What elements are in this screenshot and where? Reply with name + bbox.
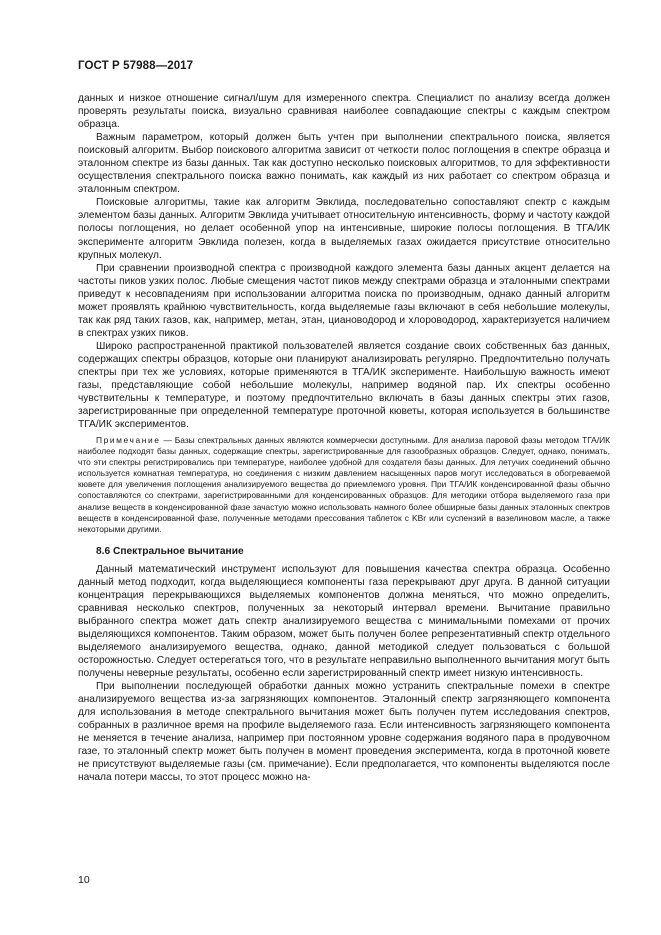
paragraph: Широко распространенной практикой пользователей является создание своих собственных баз данных, содержащих спектры образцов, которые они планируют анализировать регулярно. Предпочтительно получать спектры при тех же условиях, которые применяются в ТГА/ИК эксперименте. Наибольшую важность имеют газы, представляющие собой небольшие молекулы, например водяной пар. Их спектры особенно чувствительны к температуре, и поэтому предпочтительно включать в базы данных спектры этих газов, зарегистрированные при определенной температуре проточной кюветы, которая используется в большинстве ТГА/ИК экспериментов.	[78, 340, 610, 431]
paragraph: При выполнении последующей обработки данных можно устранить спектральные помехи в спектре анализируемого вещества из-за загрязняющих компонентов. Эталонный спектр загрязняющего компонента для использования в методе спектрального вычитания может быть получен путем исследования спектров, собранных в различное время на профиле выделяемого газа. Если интенсивность загрязняющего компонента не меняется в течение анализа, например при постоянном уровне содержания водяного пара в продувочном газе, то эталонный спектр может быть получен в момент проведения эксперимента, когда в проточной кювете не присутствуют выделяемые газы (см. примечание). Если предполагается, что компоненты выделяются после начала потери массы, то этот процесс можно на-	[78, 681, 610, 784]
paragraph: данных и низкое отношение сигнал/шум для измеренного спектра. Специалист по анализу всегда должен проверять результаты поиска, визуально сравнивая наиболее совпадающие спектры с каждым спектром образца.	[78, 93, 610, 131]
document-code: ГОСТ Р 57988—2017	[78, 60, 194, 72]
paragraph: Данный математический инструмент используют для повышения качества спектра образца. Особенно данный метод подходит, когда выделяющиеся компоненты газа перекрывают друг друга. В данной ситуации концентрация перекрывающихся выделяемых компонентов должна меняться, что можно определить, сравнивая несколько спектров, полученных за некоторый интервал времени. Вычитание правильно выбранного спектра может дать спектр анализируемого вещества с минимальными помехами от прочих выделяющихся компонентов. Таким образом, может быть получен более репрезентативный спектр отдельного выделяемого анализируемого вещества, однако, данной методикой следует пользоваться с большой осторожностью. Следует остерегаться того, что в результате неправильно выполненного вычитания могут быть получены неверные результаты, особенно если зарегистрированный спектр имеет низкую интенсивность.	[78, 563, 610, 680]
paragraph: Важным параметром, который должен быть учтен при выполнении спектрального поиска, является поисковый алгоритм. Выбор поискового алгоритма зависит от четкости полос поглощения в спектре образца и эталонном спектре из базы данных. Так как доступно несколько поисковых алгоритмов, то для эффективности осуществления спектрального поиска важно понимать, как каждый из них работает со спектром образца и эталонным спектром.	[78, 132, 610, 196]
section-heading: 8.6 Спектральное вычитание	[96, 545, 244, 557]
paragraph: При сравнении производной спектра с производной каждого элемента базы данных акцент делается на частоты пиков узких полос. Любые смещения частот пиков между спектрами образца и эталонными спектрами приведут к несовпадениям при использовании алгоритма поиска по производным, однако данный алгоритм может проявлять крайнюю чувствительность, когда выделяемые газы включают в себя небольшие молекулы, так как ряд таких газов, как, например, метан, этан, циановодород и хлороводород, характеризуется наличием в спектрах узких пиков.	[78, 262, 610, 339]
page-number: 10	[78, 874, 90, 886]
paragraph: Поисковые алгоритмы, такие как алгоритм Эвклида, последовательно сопоставляют спектр с каждым элементом базы данных. Алгоритм Эвклида учитывает относительную интенсивность, форму и частоту каждой полосы поглощения, но делает особенной упор на интенсивные, широкие полосы поглощения. В ТГА/ИК эксперименте алгоритм Эвклида полезен, когда в выделяемых газах ожидается присутствие относительно крупных молекул.	[78, 197, 610, 261]
note	[78, 435, 610, 534]
note-text: — Базы спектральных данных являются коммерчески доступными. Для анализа паровой фазы методом ТГА/ИК наиболее подходят базы данных, содержащие спектры, зарегистрированные для газообразных образцов. Следует, однако, понимать, что эти спектры регистрировались при температуре, наиболее удобной для создателя базы данных. Для летучих соединений обычно используется комнатная температура, но соединения с низким давлением насыщенных паров могут исследоваться в обогреваемой кювете для увеличения поглощения анализируемого вещества до приемлемого уровня. При ТГА/ИК конденсированной фазы обычно сопоставляются со спектрами, зарегистрированными для конденсированных образцов. Для методики отбора выделяемого газа при анализе веществ в конденсированной фазе зачастую можно использовать намного более обширные базы данных эталонных спектров веществ в конденсированной фазе, полученные методами прессования таблеток с KBr или суспензий в вазелиновом масле, а также некоторыми другими.	[78, 435, 610, 534]
document-body	[78, 92, 610, 784]
note-label: Примечание	[96, 435, 161, 446]
